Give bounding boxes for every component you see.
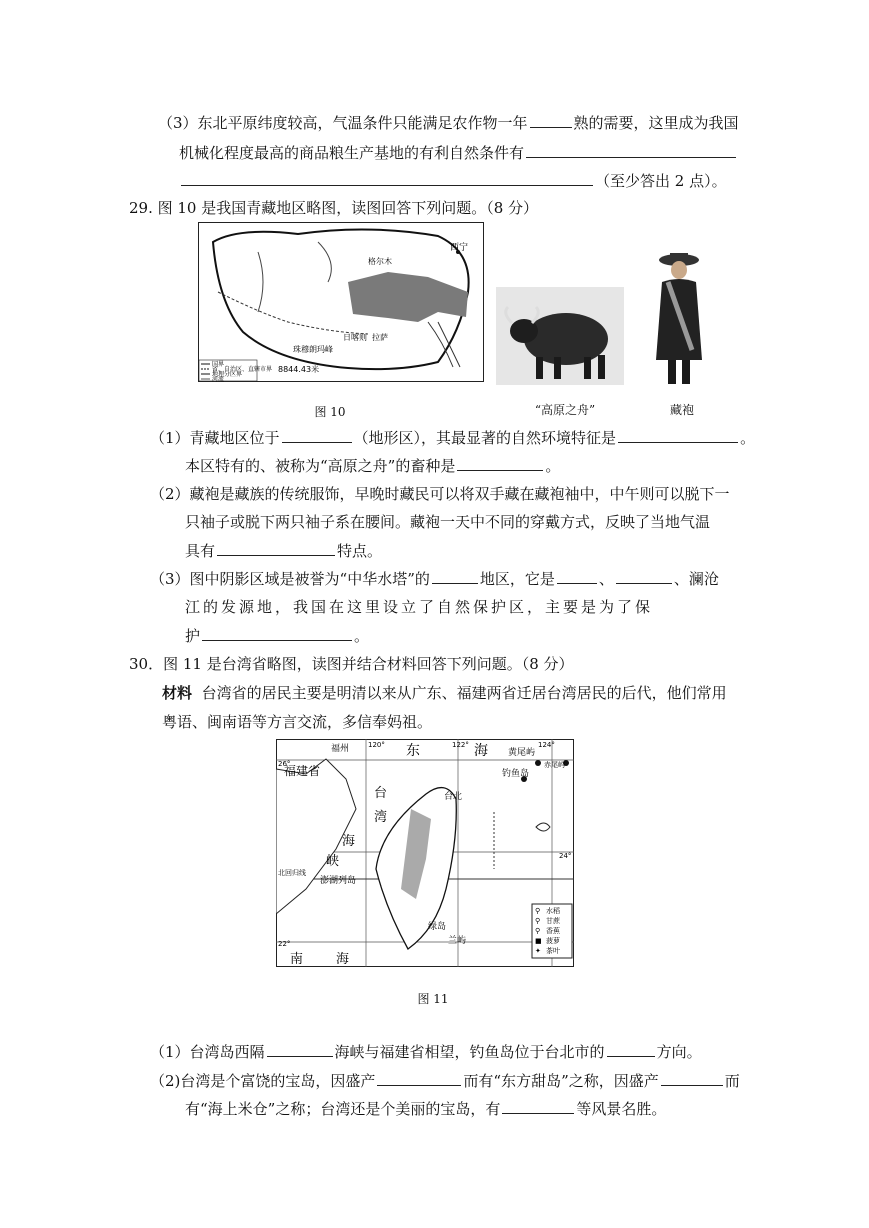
answer-blank[interactable]: [607, 1040, 655, 1057]
svg-text:✦: ✦: [535, 947, 541, 955]
svg-text:东: 东: [406, 743, 420, 759]
svg-text:台北: 台北: [444, 792, 463, 802]
fig11-caption: 图 11: [417, 992, 449, 1006]
svg-text:湾: 湾: [374, 810, 388, 825]
svg-text:台: 台: [374, 786, 388, 801]
svg-text:24°: 24°: [559, 852, 572, 860]
answer-blank[interactable]: [616, 567, 672, 584]
svg-text:120°: 120°: [368, 741, 385, 749]
fig10-caption: 图 10: [314, 405, 346, 419]
answer-blank[interactable]: [181, 169, 593, 186]
robe-caption: 藏袍: [669, 403, 694, 417]
svg-text:北回归线: 北回归线: [278, 869, 306, 877]
answer-blank[interactable]: [661, 1069, 723, 1086]
svg-text:26°: 26°: [278, 760, 291, 768]
svg-text:124°: 124°: [538, 741, 555, 749]
svg-text:福建省: 福建省: [284, 764, 321, 778]
q28-3-line2: 机械化程度最高的商品粮生产基地的有利自然条件有: [179, 141, 738, 164]
q29-1-line1: （1）青藏地区位于 （地形区），其最显著的自然环境特征是 。: [150, 426, 755, 449]
svg-text:8844.43米: 8844.43米: [278, 365, 320, 374]
svg-text:日喀则: 日喀则: [343, 333, 367, 342]
qinghai-tibet-map: [198, 222, 484, 382]
svg-text:⚲: ⚲: [535, 907, 541, 915]
svg-text:绿岛: 绿岛: [428, 922, 447, 932]
answer-blank[interactable]: [282, 426, 352, 443]
q29-3-line1: （3）图中阴影区域是被誉为“中华水塔”的 地区，它是 、 、澜沧: [150, 567, 719, 590]
answer-blank[interactable]: [202, 624, 352, 641]
q29-3-line3: 护 。: [185, 624, 369, 647]
q30-material-line2: 粤语、闽南语等方言交流，多信奉妈祖。: [162, 713, 433, 731]
yak-image: [496, 287, 624, 385]
tibetan-robe-image: [648, 250, 710, 390]
q29-2-line3: 具有 特点。: [185, 539, 382, 562]
taiwan-map: [276, 739, 574, 967]
svg-text:兰屿: 兰屿: [448, 936, 467, 946]
svg-text:海: 海: [342, 834, 356, 849]
svg-text:22°: 22°: [278, 940, 291, 948]
answer-blank[interactable]: [526, 141, 736, 158]
q29-2-line2: 只袖子或脱下两只袖子系在腰间。藏袍一天中不同的穿戴方式，反映了当地气温: [185, 513, 711, 531]
svg-text:省、自治区、直辖市界: 省、自治区、直辖市界: [212, 366, 273, 373]
svg-text:拉萨: 拉萨: [372, 333, 388, 342]
q28-3-line3: （至少答出 2 点）。: [179, 169, 727, 192]
q29-1-line2: 本区特有的、被称为“高原之舟”的畜种是 。: [185, 454, 560, 477]
svg-text:122°: 122°: [452, 741, 469, 749]
svg-text:⚲: ⚲: [535, 917, 541, 925]
answer-blank[interactable]: [217, 539, 335, 556]
answer-blank[interactable]: [618, 426, 738, 443]
answer-blank[interactable]: [502, 1097, 574, 1114]
svg-text:香蕉: 香蕉: [546, 927, 560, 935]
answer-blank[interactable]: [557, 567, 597, 584]
svg-text:海: 海: [336, 952, 350, 967]
answer-blank[interactable]: [457, 454, 543, 471]
q30-2-line2: 有“海上米仓”之称；台湾还是个美丽的宝岛，有 等风景名胜。: [185, 1097, 666, 1120]
q28-3-line1: （3）东北平原纬度较高，气温条件只能满足农作物一年 熟的需要，这里成为我国: [158, 111, 739, 134]
svg-text:赤尾屿: 赤尾屿: [544, 761, 565, 769]
svg-text:珠穆朗玛峰: 珠穆朗玛峰: [293, 345, 333, 354]
svg-text:福州: 福州: [331, 744, 350, 754]
svg-text:澎湖列岛: 澎湖列岛: [320, 876, 357, 886]
svg-text:海: 海: [474, 743, 488, 759]
svg-text:河流: 河流: [212, 376, 225, 382]
svg-text:南: 南: [290, 952, 304, 967]
q29-2-line1: （2）藏袍是藏族的传统服饰，早晚时藏民可以将双手藏在藏袍袖中，中午则可以脱下一: [150, 485, 730, 503]
q29-title: 29. 图 10 是我国青藏地区略图，读图回答下列问题。（8 分）: [129, 199, 539, 217]
svg-text:格尔木: 格尔木: [368, 257, 392, 266]
svg-text:水稻: 水稻: [546, 907, 560, 915]
svg-text:■: ■: [535, 937, 542, 945]
svg-text:国界: 国界: [212, 361, 225, 368]
answer-blank[interactable]: [432, 567, 478, 584]
svg-text:甘蔗: 甘蔗: [546, 917, 560, 925]
svg-text:菠萝: 菠萝: [546, 937, 560, 945]
answer-blank[interactable]: [267, 1040, 333, 1057]
answer-blank[interactable]: [377, 1069, 461, 1086]
q30-material-line1: 材料 台湾省的居民主要是明清以来从广东、福建两省迁居台湾居民的后代，他们常用: [162, 684, 727, 702]
svg-text:⚲: ⚲: [535, 927, 541, 935]
svg-text:黄尾屿: 黄尾屿: [508, 748, 536, 758]
answer-blank[interactable]: [530, 111, 572, 128]
q30-1-line: （1）台湾岛西隔 海峡与福建省相望，钓鱼岛位于台北市的 方向。: [150, 1040, 702, 1063]
svg-text:茶叶: 茶叶: [546, 947, 560, 955]
svg-text:地理分区界: 地理分区界: [212, 371, 243, 378]
svg-text:西宁: 西宁: [450, 243, 469, 253]
q30-title: 30．图 11 是台湾省略图，读图并结合材料回答下列问题。（8 分）: [129, 655, 574, 673]
material-label: 材料: [162, 684, 193, 702]
svg-text:钓鱼岛: 钓鱼岛: [502, 769, 530, 779]
yak-caption: “高原之舟”: [534, 403, 596, 417]
q29-3-line2: 江的发源地，我国在这里设立了自然保护区，主要是为了保: [185, 598, 654, 616]
svg-text:峡: 峡: [326, 854, 340, 869]
q30-2-line1: （2)台湾是个富饶的宝岛，因盛产 而有“东方甜岛”之称，因盛产 而: [150, 1069, 740, 1092]
